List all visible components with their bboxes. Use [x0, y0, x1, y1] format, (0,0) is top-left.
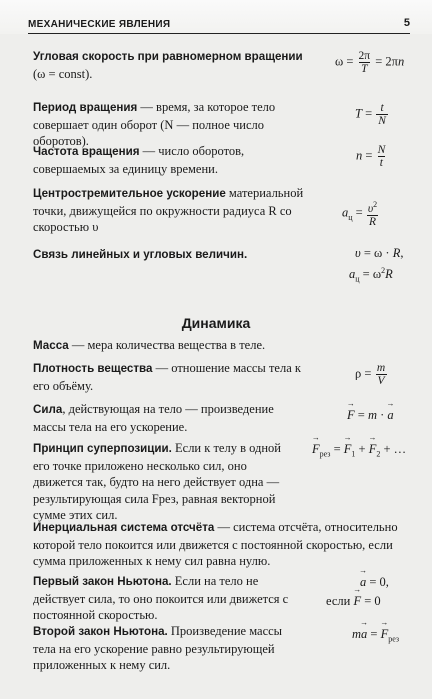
entry-text: Первый закон Ньютона. Если на тело не действует сила, то оно покоится или движется с постоянной скоростью.	[33, 574, 289, 622]
entry-term: Период вращения	[33, 101, 138, 114]
entry-text: Частота вращения — число оборотов, совершаемых за единицу времени.	[33, 144, 245, 176]
entry-term: Масса	[33, 339, 69, 352]
entry-term: Второй закон Ньютона.	[33, 625, 168, 638]
section-title: Динамика	[181, 315, 251, 331]
entry-text: Масса — мера количества вещества в теле.	[33, 338, 266, 352]
formula-superposition: → $F_{рез}$ = → $F_1$ + → $F_2$ + …	[312, 442, 406, 459]
formula-force: → F = m · → a	[347, 408, 394, 423]
formula-centripetal: $a_ц$ = $\frac{\upsilon^2}{R}$	[342, 200, 378, 228]
formula-angular-velocity: ω = $\frac{2\pi}{T}$ = 2πn	[335, 50, 405, 75]
formula-newton-first-1: → a = 0,	[360, 575, 389, 590]
entry-term: Центростремительное ускорение	[33, 187, 226, 200]
running-title: МЕХАНИЧЕСКИЕ ЯВЛЕНИЯ	[28, 19, 171, 30]
entry-text: Угловая скорость при равномерном вращении (ω = const).	[33, 50, 303, 81]
entry-text: Инерциальная система отсчёта — система отсчёта, относительно которой тело покоится или движется с постоянной скоростью, если сумма приложенных к нему сил равна нулю.	[33, 520, 398, 568]
entry-term: Угловая скорость при равномерном вращении	[33, 50, 303, 63]
page-number: 5	[403, 17, 410, 29]
entry-text: Второй закон Ньютона. Произведение массы тела на его ускорение равно результирующей приложенных к нему сил.	[33, 624, 283, 672]
entry-text: Сила, действующая на тело — произведение массы тела на его ускорение.	[33, 402, 274, 434]
entry-text	[33, 246, 313, 264]
entry-term: Инерциальная система отсчёта	[33, 521, 215, 534]
entry-term: Частота вращения	[33, 145, 140, 158]
entry-term: Первый закон Ньютона.	[33, 575, 172, 588]
formula-period: T = $\frac{t}{N}$	[355, 102, 386, 127]
header-rule	[28, 33, 410, 34]
entry-text: Плотность вещества — отношение массы тела к его объёму.	[33, 361, 301, 393]
formula-frequency: n = $\frac{N}{t}$	[356, 144, 386, 169]
entry-term: Плотность вещества	[33, 362, 153, 375]
entry-term: Связь линейных и угловых величин.	[33, 248, 248, 261]
formula-linear-angular-2: $a_ц = \omega^2R$	[349, 266, 393, 284]
formula-density: ρ = $\frac{m}{V}$	[355, 362, 386, 387]
entry-term: Принцип суперпозиции.	[33, 442, 172, 455]
page-header	[0, 0, 432, 34]
entry-text: Центростремительное ускорение материальной точки, движущейся по окружности радиуса R со скоростью υ	[33, 186, 304, 234]
entry-term: Сила	[33, 403, 63, 416]
entry-text: Принцип суперпозиции. Если к телу в одной его точке приложено несколько сил, оно движется так, будто на него действует одна — результирующая сила Fрез, равная векторной сумме этих сил.	[33, 441, 281, 522]
entry-text: Период вращения — время, за которое тело совершает один оборот (N — полное число оборотов).	[33, 100, 276, 148]
formula-linear-angular-1: υ = ω · R,	[355, 246, 404, 260]
formula-newton-second: m→ a = → $F_{рез}$	[352, 627, 399, 644]
formula-newton-first-2: если → F = 0	[326, 594, 381, 609]
